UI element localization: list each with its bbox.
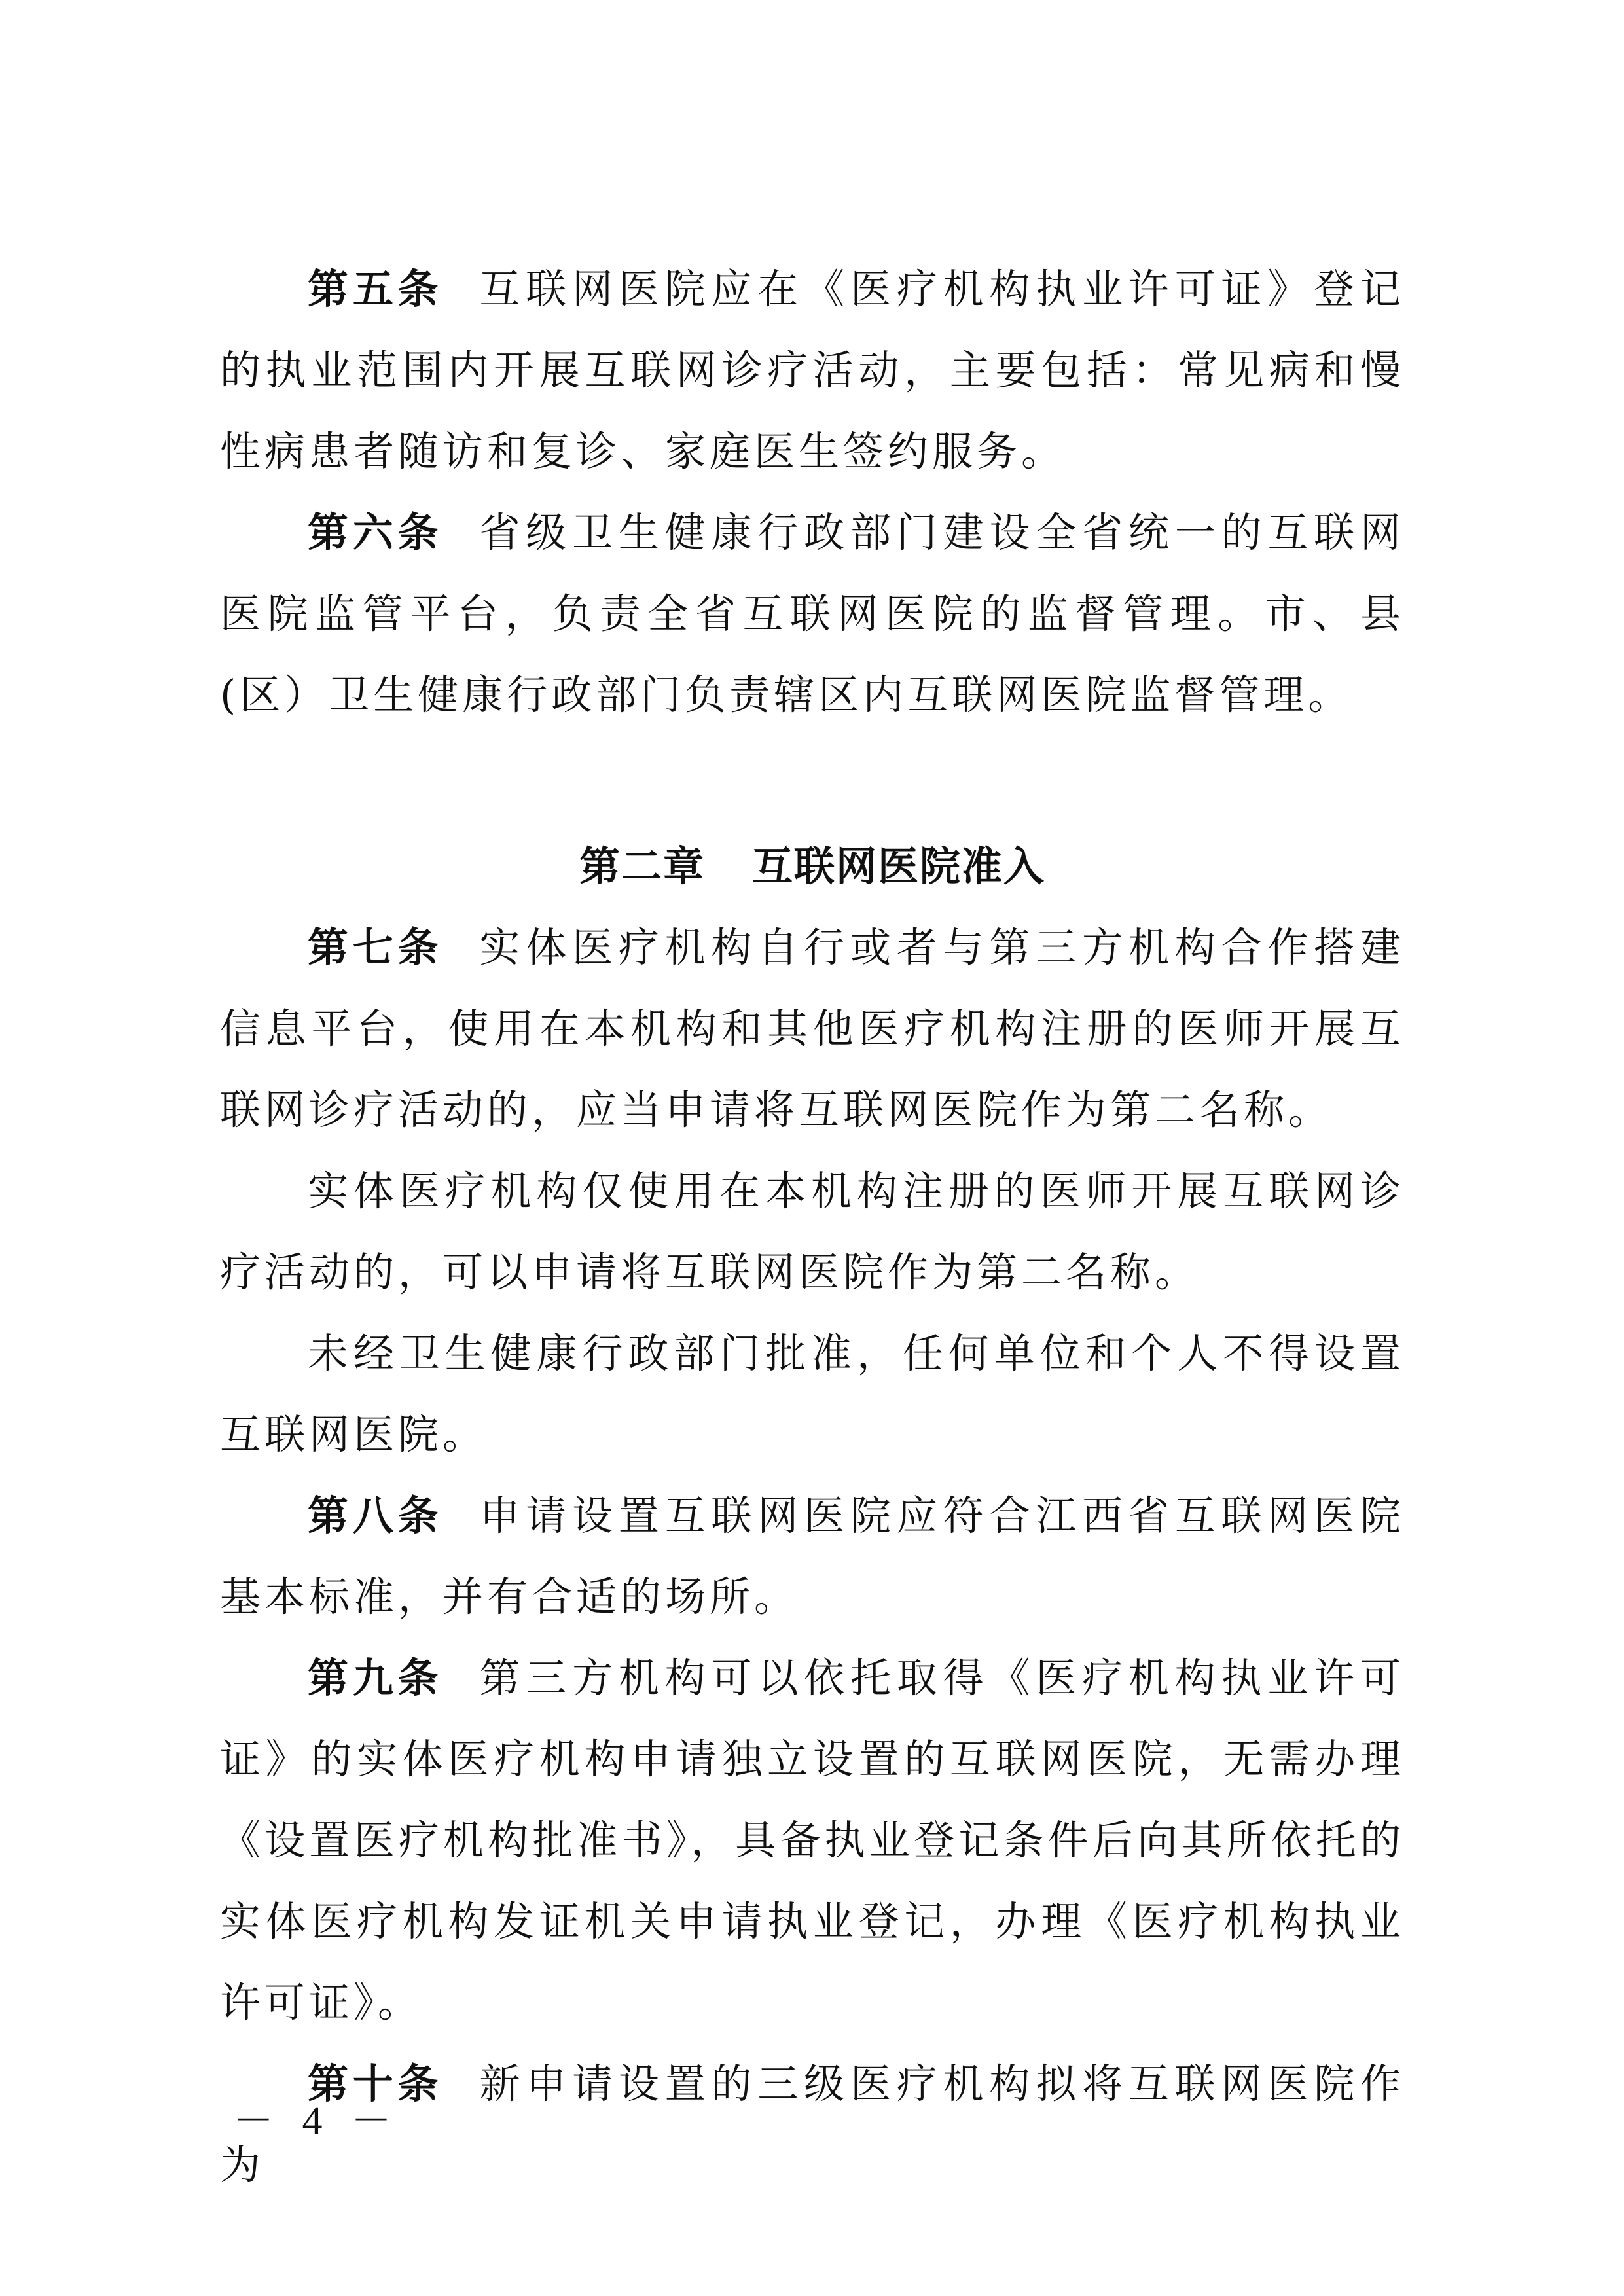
article-10-text: 新申请设置的三级医疗机构拟将互联网医院作为 [220, 2060, 1405, 2189]
article-10-heading: 第十条 [308, 2060, 443, 2108]
article-8-heading: 第八条 [308, 1492, 443, 1539]
article-7-text-2: 实体医疗机构仅使用在本机构注册的医师开展互联网诊疗活动的，可以申请将互联网医院作为第二名称。 [220, 1167, 1405, 1296]
chapter-number: 第二章 [579, 842, 705, 890]
chapter-heading [220, 826, 1405, 907]
article-7-paragraph-3 [220, 1313, 1405, 1475]
article-8-paragraph [220, 1475, 1405, 1638]
chapter-title: 互联网医院准入 [752, 842, 1046, 890]
article-7-text-3: 未经卫生健康行政部门批准，任何单位和个人不得设置互联网医院。 [220, 1329, 1405, 1458]
article-9-paragraph [220, 1638, 1405, 2043]
article-6-paragraph [220, 492, 1405, 736]
document-body [220, 249, 1405, 2206]
article-7-heading: 第七条 [308, 924, 443, 971]
article-8-text: 申请设置互联网医院应符合江西省互联网医院基本标准，并有合适的场所。 [220, 1492, 1405, 1621]
article-5-paragraph [220, 249, 1405, 492]
article-5-heading: 第五条 [308, 265, 443, 313]
article-7-text: 实体医疗机构自行或者与第三方机构合作搭建信息平台，使用在本机构和其他医疗机构注册的医师开展互联网诊疗活动的，应当申请将互联网医院作为第二名称。 [220, 924, 1405, 1134]
article-6-text: 省级卫生健康行政部门建设全省统一的互联网医院监管平台，负责全省互联网医院的监督管理。市、县(区）卫生健康行政部门负责辖区内互联网医院监督管理。 [220, 509, 1405, 719]
page-number: － 4 － [233, 2099, 401, 2144]
article-9-heading: 第九条 [308, 1654, 443, 1702]
article-7-paragraph-2 [220, 1151, 1405, 1313]
article-5-text: 互联网医院应在《医疗机构执业许可证》登记的执业范围内开展互联网诊疗活动，主要包括：常见病和慢性病患者随访和复诊、家庭医生签约服务。 [220, 265, 1405, 475]
article-9-text: 第三方机构可以依托取得《医疗机构执业许可证》的实体医疗机构申请独立设置的互联网医院，无需办理《设置医疗机构批准书》，具备执业登记条件后向其所依托的实体医疗机构发证机关申请执业登记，办理《医疗机构执业许可证》。 [220, 1654, 1405, 2026]
article-7-paragraph [220, 907, 1405, 1151]
article-6-heading: 第六条 [308, 509, 443, 556]
